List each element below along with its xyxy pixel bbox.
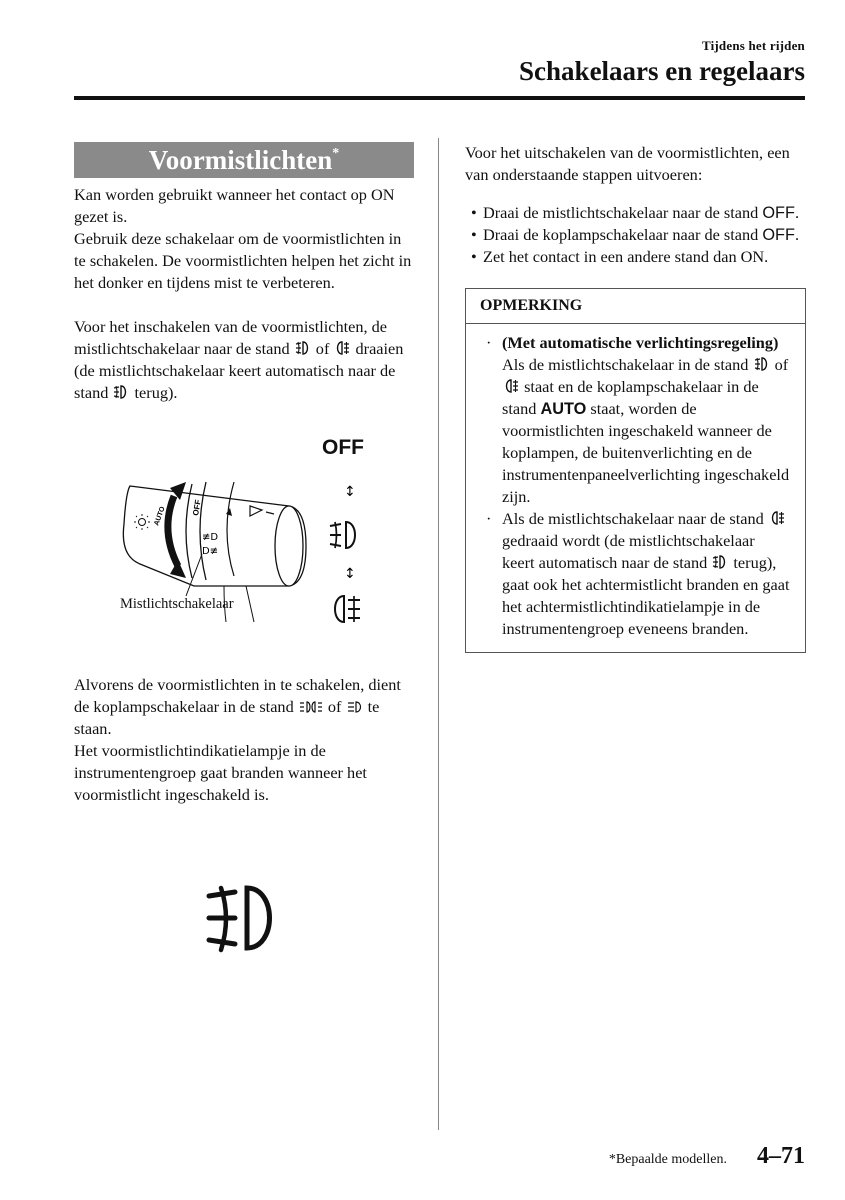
text-run: terug). bbox=[134, 383, 178, 402]
text-run: of bbox=[315, 339, 330, 358]
column-divider bbox=[438, 138, 439, 1130]
front-fog-icon bbox=[754, 355, 770, 373]
header-rule bbox=[74, 96, 805, 100]
text-run: te staan. bbox=[74, 697, 380, 738]
page-number: 4–71 bbox=[757, 1143, 805, 1169]
right-column bbox=[465, 142, 805, 653]
footnote: *Bepaalde modellen. bbox=[608, 1152, 727, 1167]
bullet-dot: • bbox=[471, 247, 477, 266]
intro-line-2: Gebruik deze schakelaar om de voormistlichten in te schakelen. De voormistlichten helpen het zicht in het donker en tijdens mist te verbeteren. bbox=[74, 229, 412, 292]
text-run: staat, worden de voormistlichten ingeschakeld wanneer de koplampen, de buitenverlichting en de instrumentenpaneelverlichting ingeschakeld zijn. bbox=[502, 399, 790, 506]
text-run: . bbox=[794, 203, 800, 222]
front-fog-icon bbox=[113, 383, 129, 401]
intro-paragraph bbox=[74, 184, 414, 294]
text-run: . bbox=[794, 225, 800, 244]
note-item bbox=[480, 332, 791, 508]
stalk-rear-fog-symbol: D≢ bbox=[202, 546, 219, 557]
position-arrow-2: ↕ bbox=[344, 566, 356, 582]
rear-fog-icon bbox=[503, 377, 519, 395]
auto-tag: AUTO bbox=[540, 400, 587, 418]
headlight-icon bbox=[347, 699, 363, 715]
stalk-off-label: OFF bbox=[191, 499, 203, 517]
off-tag: OFF bbox=[762, 226, 795, 244]
figure-rear-fog-icon bbox=[335, 596, 360, 622]
bullet-dot: · bbox=[486, 333, 492, 352]
list-item bbox=[465, 246, 805, 268]
text-run: staat en de koplampschakelaar in de stand bbox=[502, 377, 759, 418]
figure-front-fog-icon bbox=[330, 522, 355, 548]
note-box bbox=[465, 288, 806, 653]
parking-light-icon bbox=[299, 699, 323, 715]
front-fog-indicator-icon bbox=[205, 880, 281, 960]
switch-on-paragraph bbox=[74, 316, 414, 404]
note-item bbox=[480, 508, 791, 640]
front-fog-icon bbox=[295, 339, 311, 357]
switch-off-steps bbox=[465, 202, 805, 268]
note-heading: OPMERKING bbox=[466, 289, 805, 324]
list-item bbox=[465, 224, 805, 246]
text-run: draaien (de mistlichtschakelaar keert automatisch naar de stand bbox=[74, 339, 404, 402]
fog-switch-callout: Mistlichtschakelaar bbox=[120, 596, 234, 612]
rear-fog-icon bbox=[769, 509, 785, 527]
off-tag: OFF bbox=[762, 204, 795, 222]
position-arrow-1: ↕ bbox=[344, 484, 356, 500]
bullet-dot: • bbox=[471, 203, 477, 222]
text-run: Voor het inschakelen van de voormistlichten, de mistlichtschakelaar naar de stand bbox=[74, 317, 388, 358]
text-run: of bbox=[774, 355, 789, 374]
running-header-section: Tijdens het rijden bbox=[701, 38, 805, 53]
stalk-auto-label: AUTO bbox=[153, 505, 167, 527]
stalk-illustration bbox=[74, 436, 414, 666]
rear-fog-icon bbox=[334, 339, 350, 357]
front-fog-icon bbox=[712, 553, 728, 571]
text-run: Zet het contact in een andere stand dan ON. bbox=[483, 247, 769, 266]
text-run: Draai de koplampschakelaar naar de stand bbox=[483, 225, 759, 244]
text-run: Als de mistlichtschakelaar in de stand bbox=[502, 355, 749, 374]
text-run: Het voormistlichtindikatielampje in de instrumentengroep gaat branden wanneer het voormistlicht ingeschakeld is. bbox=[74, 741, 367, 804]
bullet-dot: • bbox=[471, 225, 477, 244]
left-column bbox=[74, 142, 414, 806]
before-switching-paragraph bbox=[74, 674, 414, 806]
note-item-title: (Met automatische verlichtingsregeling) bbox=[502, 333, 779, 352]
switch-off-intro: Voor het uitschakelen van de voormistlichten, een van onderstaande stappen uitvoeren: bbox=[465, 143, 790, 184]
list-item bbox=[465, 202, 805, 224]
stalk-fog-symbol: ≢D bbox=[202, 532, 219, 543]
section-title-asterisk: * bbox=[332, 146, 340, 161]
text-run: terug), gaat ook het achtermistlicht branden en gaat het achtermistlichtindikatielampje in de instrumentengroep eveneens branden. bbox=[502, 553, 790, 638]
page-title: Schakelaars en regelaars bbox=[519, 56, 805, 86]
note-body bbox=[466, 324, 805, 652]
bullet-dot: · bbox=[486, 509, 492, 528]
intro-line-1: Kan worden gebruikt wanneer het contact op ON gezet is. bbox=[74, 185, 395, 226]
text-run: Draai de mistlichtschakelaar naar de stand bbox=[483, 203, 759, 222]
text-run: of bbox=[327, 697, 342, 716]
figure-off-label: OFF bbox=[322, 436, 364, 459]
text-run: Alvorens de voormistlichten in te schakelen, dient de koplampschakelaar in de stand bbox=[74, 675, 401, 716]
text-run: Als de mistlichtschakelaar naar de stand bbox=[502, 509, 764, 528]
section-title-text: Voormistlichten bbox=[148, 145, 333, 175]
section-title bbox=[74, 142, 414, 178]
text-run: gedraaid wordt (de mistlichtschakelaar keert automatisch naar de stand bbox=[502, 531, 755, 572]
fog-switch-figure bbox=[74, 436, 414, 666]
